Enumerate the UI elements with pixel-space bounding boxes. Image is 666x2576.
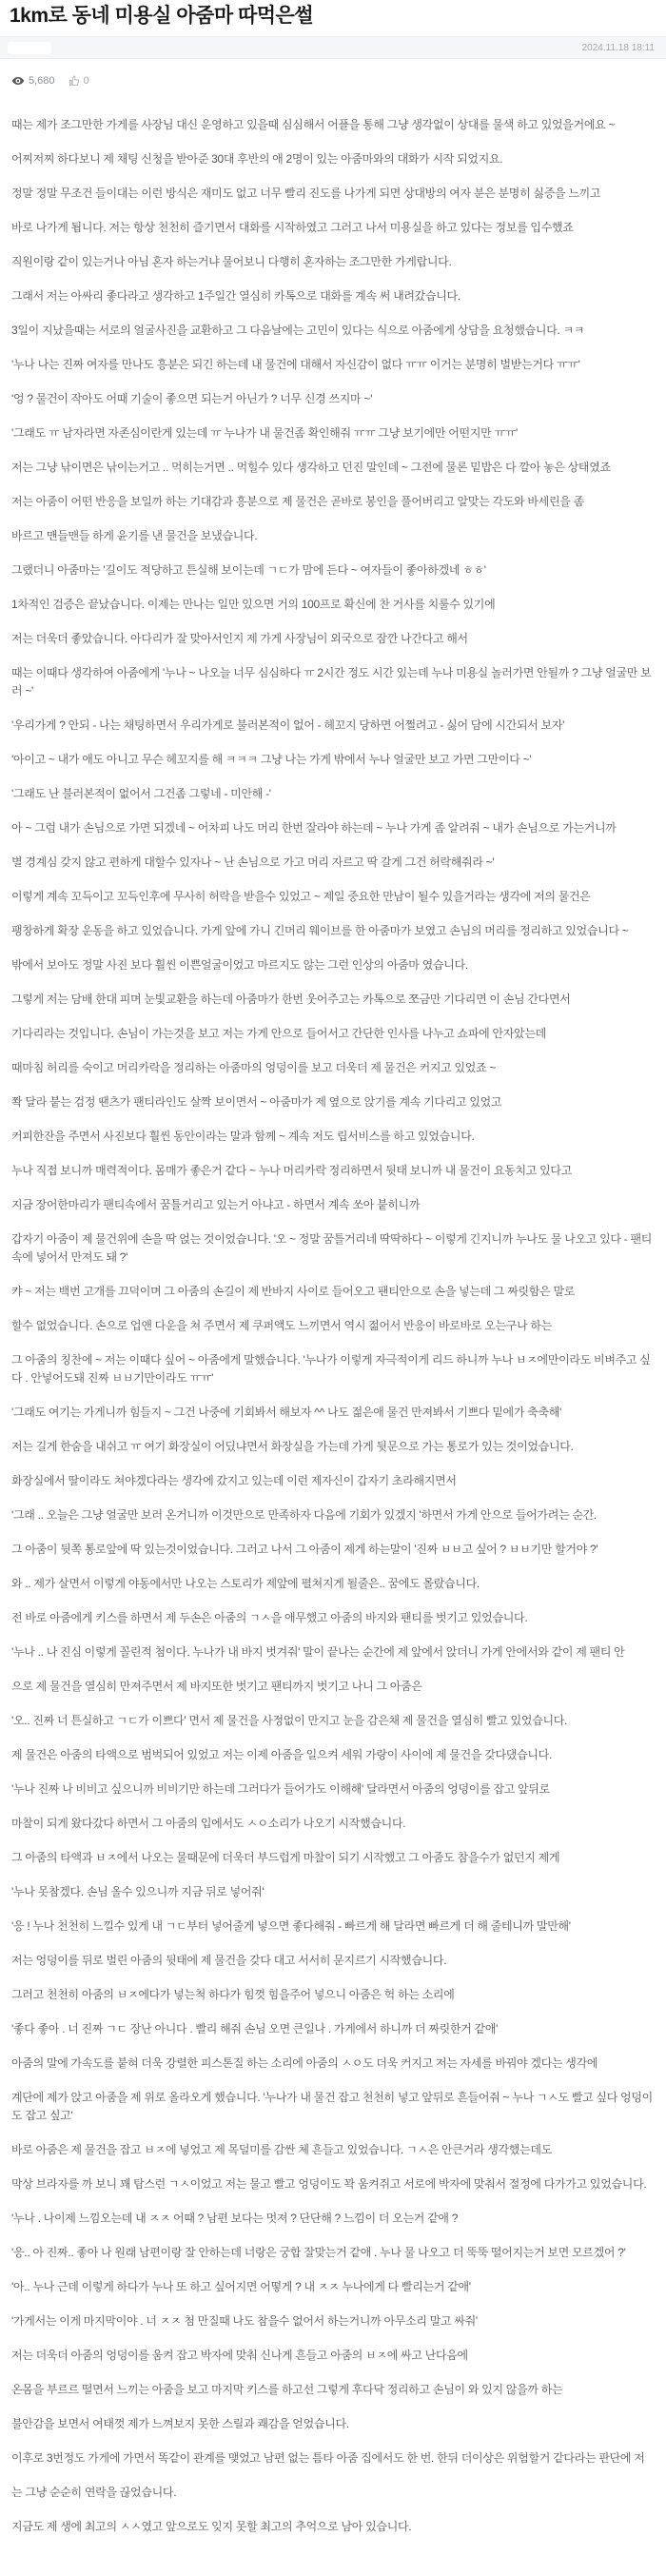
post-paragraph: '엉 ? 물건이 작아도 어때 기술이 좋으면 되는거 아닌가 ? 너무 신경 쓰지마 ~'	[11, 392, 373, 405]
post-paragraph: 캬 ~ 저는 백번 고개를 끄덕이며 그 아줌의 손길이 제 반바지 사이로 들어오고 팬티안으로 손을 넣는데 그 짜릿함은 말로	[11, 1285, 576, 1298]
post-paragraph: 별 경계심 갖지 않고 편하게 대할수 있자나 ~ 난 손님으로 가고 머리 자르고 딱 갈게 그건 허락해줘라 ~'	[11, 855, 495, 869]
post-paragraph: 온몸을 부르르 떨면서 느끼는 아줌을 보고 마지막 키스를 하고선 그렇게 후다닥 정리하고 손님이 와 있지 않을까 하는	[11, 2383, 563, 2396]
post-paragraph: '아.. 누나 근데 이렇게 하다가 누나 또 하고 싶어지면 어떻게 ? 내 ㅈㅈ 누나에게 다 빨리는거 같애'	[11, 2280, 471, 2293]
post-paragraph: 그러고 천천히 아줌의 ㅂㅈ에다가 넣는척 하다가 힘껏 힘을주어 넣으니 아줌은 헉 하는 소리에	[11, 1988, 455, 2001]
post-paragraph: '좋다 좋아 . 너 진짜 ㄱㄷ 장난 아니다 . 빨리 해줘 손님 오면 큰일나 . 가게에서 하니까 더 짜릿한거 같애'	[11, 2022, 499, 2035]
post-paragraph: 저는 그냥 낚이면은 낚이는거고 .. 먹히는거면 .. 먹힐수 있다 생각하고 던진 말인데 ~ 그전에 물론 밑밥은 다 깔아 놓은 상태였죠	[11, 461, 611, 474]
post-paragraph: 기다리라는 것입니다. 손님이 가는것을 보고 저는 가게 안으로 들어서고 간단한 인사를 나누고 쇼파에 안자았는데	[11, 1027, 546, 1040]
post-paragraph: 아 ~ 그럼 내가 손님으로 가면 되겠네 ~ 어차피 나도 머리 한번 잘라야 하는데 ~ 누나 가게 좀 알려줘 ~ 내가 손님으로 가는거니까	[11, 821, 617, 835]
post-title-area	[0, 0, 666, 36]
post-paragraph: 직원이랑 같이 있는거나 아님 혼자 하는거냐 물어보니 다행히 혼자하는 조그만한 가게랍니다.	[11, 255, 452, 268]
post-paragraph: 그래서 저는 아싸리 좋다라고 생각하고 1주일간 열심히 카톡으로 대화를 계속 써 내려갔습니다.	[11, 289, 460, 303]
post-paragraph: 저는 아줌이 어떤 반응을 보일까 하는 기대감과 흥분으로 제 물건은 곧바로 봉인을 풀어버리고 알맞는 각도와 바세린을 좀	[11, 495, 584, 508]
post-paragraph: '그래도 ㅠ 남자라면 자존심이란게 있는데 ㅠ 누나가 내 물건좀 확인해줘 ㅠㅠ 그냥 보기에만 어떤지만 ㅠㅠ'	[11, 426, 519, 440]
post-paragraph: 막상 브라자를 까 보니 꽤 탐스런 ㄱㅅ이었고 저는 물고 빨고 엉덩이도 꽉 움켜쥐고 서로에 박자에 맞춰서 절정에 다가가고 있었습니다.	[11, 2177, 647, 2191]
post-paragraph: '그래도 난 불러본적이 없어서 그건좀 그렇네 - 미안해 -'	[11, 787, 271, 800]
post-paragraph: 저는 더욱더 아줌의 엉덩이를 움켜 잡고 박자에 맞춰 신나게 흔들고 아줌의 ㅂㅈ에 싸고 난다음에	[11, 2349, 468, 2362]
post-paragraph: 전 바로 아줌에게 키스를 하면서 제 두손은 아줌의 ㄱㅅ을 애무했고 아줌의 바지와 팬티를 벗기고 있었습니다.	[11, 1611, 528, 1624]
post-paragraph: 마찰이 되게 왔다갔다 하면서 그 아줌의 입에서도 ㅅㅇ소리가 나오기 시작했습니다.	[11, 1817, 406, 1830]
post-paragraph: 이렇게 계속 꼬득이고 꼬득인후에 무사히 허락을 받을수 있었고 ~ 제일 중요한 만남이 될수 있을거라는 생각에 저의 물건은	[11, 890, 591, 903]
post-paragraph: 그랬더니 아줌마는 '길이도 적당하고 튼실해 보이는데 ㄱㄷ가 맘에 든다 ~ 여자들이 좋아하겠네 ㅎㅎ'	[11, 563, 486, 577]
post-paragraph: 누나 직접 보니까 매력적이다. 몸매가 좋은거 같다 ~ 누나 머리카락 정리하면서 뒷태 보니까 내 물건이 요동치고 있다고	[11, 1164, 573, 1177]
post-paragraph: 그 아줌의 타액과 ㅂㅈ에서 나오는 물때문에 더욱더 부드럽게 마찰이 되기 시작했고 그 아줌도 참을수가 없던지 제게	[11, 1851, 560, 1864]
post-paragraph: '그래도 여기는 가게니까 힘들지 ~ 그건 나중에 기회봐서 해보자 ^^ 나도 젊은애 물건 만져봐서 기쁘다 밑에가 축축해'	[11, 1406, 562, 1419]
post-paragraph: 저는 엉덩이를 뒤로 벌린 아줌의 뒷태에 제 물건을 갖다 대고 서서히 문지르기 시작했습니다.	[11, 1954, 447, 1967]
likes-count: 0	[83, 75, 89, 87]
post-paragraph: 와 .. 제가 살면서 이렇게 야동에서만 나오는 스토리가 제앞에 펼쳐지게 될줄은.. 꿈에도 몰랐습니다.	[11, 1577, 480, 1590]
eye-icon	[11, 74, 25, 88]
post-meta-bar	[0, 36, 666, 59]
post-paragraph: '그래 .. 오늘은 그냥 얼굴만 보러 온거니까 이것만으로 만족하자 다음에 기회가 있겠지 '하면서 가게 안으로 들어가려는 순간.	[11, 1508, 597, 1522]
post-paragraph: 때는 제가 조그만한 가게를 사장님 대신 운영하고 있을때 심심해서 어플을 통해 그냥 생각없이 상대를 물색 하고 있었을거에요 ~	[11, 118, 616, 131]
post-paragraph: 이후로 3번정도 가게에 가면서 똑같이 관계를 맺었고 남편 없는 틈타 아줌 집에서도 한 번. 한뒤 더이상은 위험할거 같다라는 판단에 저	[11, 2451, 645, 2465]
post-paragraph: '응 ! 누나 천천히 느낄수 있게 내 ㄱㄷ부터 넣어줄게 넣으면 좋다해줘 - 빠르게 해 달라면 빠르게 더 해 줄테니까 말만해'	[11, 1919, 571, 1933]
post-paragraph: 할수 없었습니다. 손으로 업앤 다운을 쳐 주면서 제 쿠퍼액도 느끼면서 역시 젊어서 반응이 바로바로 오는구나 하는	[11, 1319, 552, 1332]
post-paragraph: '오.. 진짜 너 튼실하고 ㄱㄷ가 이쁘다' 면서 제 물건을 사정없이 만지고 눈을 감은채 제 물건을 열심히 빨고 있었습니다.	[11, 1714, 568, 1727]
post-paragraph: 밖에서 보아도 정말 사진 보다 훨씬 이쁜얼굴이었고 마르지도 않는 그런 인상의 아줌마 였습니다.	[11, 958, 468, 972]
thumbs-up-icon[interactable]	[69, 75, 80, 87]
post-paragraph: 불안감을 보면서 여태껏 제가 느껴보지 못한 스릴과 쾌감을 얻었습니다.	[11, 2417, 349, 2430]
post-paragraph: 때는 이때다 생각하여 아줌에게 '누나 ~ 나오늘 너무 심심하다 ㅠ 2시간 정도 시간 있는데 누나 미용실 놀러가면 안될까 ? 그냥 얼굴만 보러 ~'	[11, 666, 652, 698]
post-paragraph: 쫙 달라 붙는 검정 땐츠가 팬티라인도 살짝 보이면서 ~ 아줌마가 제 옆으로 앉기를 계속 기다리고 있었고	[11, 1095, 502, 1109]
post-paragraph: 그 아줌의 칭찬에 ~ 저는 이때다 싶어 ~ 아줌에게 말했습니다. '누나가 이렇게 자극적이게 리드 하니까 누나 ㅂㅈ에만이라도 비벼주고 싶다 . 안넣어도돼 진짜 ㅂㅂ기만이라도 ㅠㅠ'	[11, 1353, 651, 1385]
post-paragraph: 바로 아줌은 제 물건을 잡고 ㅂㅈ에 넣었고 제 목덜미를 감싼 체 흔들고 있었습니다. ㄱㅅ은 안큰거라 생각했는데도	[11, 2143, 552, 2156]
post-paragraph: 저는 길게 한숨을 내쉬고 ㅠ 여기 화장실이 어딨냐면서 화장실을 가는데 가게 뒷문으로 가는 통로가 있는 것이었습니다.	[11, 1440, 574, 1453]
post-paragraph: 지금 장어한마리가 팬티속에서 꿈틀거리고 있는거 아냐고 - 하면서 계속 쏘아 붙히니까	[11, 1198, 421, 1211]
post-paragraph: 바로 나가게 됩니다. 저는 항상 천천히 즐기면서 대화를 시작하였고 그러고 나서 미용실을 하고 있다는 정보를 입수했죠	[11, 221, 574, 234]
likes-stat[interactable]	[69, 75, 89, 87]
post-paragraph: 화장실에서 딸이라도 쳐야겠다라는 생각에 갔지고 있는데 이런 제자신이 갑자기 초라해지면서	[11, 1474, 457, 1487]
post-paragraph: '누나 진짜 나 비비고 싶으니까 비비기만 하는데 그러다가 들어가도 이해해' 달라면서 아줌의 엉덩이를 잡고 앞뒤로	[11, 1782, 550, 1796]
post-paragraph: 3일이 지났을때는 서로의 얼굴사진을 교환하고 그 다음날에는 고민이 있다는 식으로 아줌에게 상담을 요청했습니다. ㅋㅋ	[11, 324, 585, 337]
post-date: 2024.11.18 18:11	[581, 42, 655, 53]
post-paragraph: '누나 .. 나 진심 이렇게 꼴린적 첨이다. 누나가 내 바지 벗겨줘' 말이 끝나는 순간에 제 앞에서 앉더니 가게 안에서와 같이 제 팬티 안	[11, 1645, 625, 1659]
post-stats-row	[0, 59, 666, 88]
post-paragraph: 바르고 맨들맨들 하게 윤기를 낸 물건을 보냈습니다.	[11, 529, 258, 542]
post-paragraph: '누나 못참겠다. 손님 올수 있으니까 지금 뒤로 넣어줘'	[11, 1885, 264, 1898]
post-paragraph: '누나 나는 진짜 여자를 만나도 흥분은 되긴 하는데 내 물건에 대해서 자신감이 없다 ㅠㅠ 이거는 분명히 벌받는거다 ㅠㅠ'	[11, 358, 580, 371]
post-content	[0, 88, 666, 2575]
post-title: 1km로 동네 미용실 아줌마 따먹은썰	[10, 5, 314, 27]
post-paragraph: 커피한잔을 주면서 사진보다 훨씬 동안이라는 말과 함께 ~ 계속 저도 립서비스를 하고 있었습니다.	[11, 1130, 475, 1143]
views-count: 5,680	[29, 75, 55, 87]
post-paragraph: '누나 . 나이제 느낌오는데 내 ㅈㅈ 어때 ? 남편 보다는 멋져 ? 단단해 ? 느낌이 더 오는거 같애 ?	[11, 2212, 459, 2225]
post-paragraph: '응.. 아 진짜.. 좋아 나 원래 남편이랑 잘 안하는데 너랑은 궁합 잘맞는거 같애 . 누나 물 나오고 더 뚝뚝 떨어지는거 보면 모르겠어 ?'	[11, 2246, 626, 2259]
post-paragraph: 정말 정말 무조건 들이대는 이런 방식은 재미도 없고 너무 빨리 진도를 나가게 되면 상대방의 여자 분은 분명히 싫증을 느끼고	[11, 187, 601, 200]
post-paragraph: 갑자기 아줌이 제 물건위에 손을 딱 얹는 것이었습니다. '오 ~ 정말 꿈틀거리네 딱딱하다 ~ 이렇게 긴지니까 누나도 물 나오고 있다 - 팬티속에 넣어서 만져도 돼 ?'	[11, 1232, 653, 1264]
views-stat	[11, 74, 55, 88]
post-paragraph: '가게서는 이게 마지막이야 . 너 ㅈㅈ 첨 만질때 나도 참을수 없어서 하는거니까 아무소리 말고 싸줘'	[11, 2314, 478, 2328]
post-paragraph: '우리가게 ? 안되 - 나는 채팅하면서 우리가게로 불러본적이 없어 - 헤꼬지 당하면 어쩔려고 - 싫어 담에 시간되서 보자'	[11, 718, 565, 732]
post-paragraph: 그 아줌이 뒷쪽 통로앞에 딱 있는것이었습니다. 그러고 나서 그 아줌이 제게 하는말이 '진짜 ㅂㅂ고 싶어 ? ㅂㅂ기만 할거야 ?'	[11, 1543, 598, 1556]
post-paragraph: 저는 더욱더 좋았습니다. 아다리가 잘 맞아서인지 제 가게 사장님이 외국으로 잠깐 나간다고 해서	[11, 632, 468, 645]
post-paragraph: 지금도 제 생에 최고의 ㅅㅅ였고 앞으로도 잊지 못할 최고의 추억으로 남아 있습니다.	[11, 2520, 412, 2533]
post-paragraph: 계단에 제가 앉고 아줌을 제 위로 올라오게 했습니다. '누나가 내 물건 잡고 천천히 넣고 앞뒤로 흔들어줘 ~ 누나 ㄱㅅ도 빨고 싶다 엉덩이도 잡고 싶고'	[11, 2091, 653, 2122]
post-paragraph: 으로 제 물건을 열심히 만져주면서 제 바지또한 벗기고 팬티까지 벗기고 나니 그 아줌은	[11, 1680, 422, 1693]
post-paragraph: 때마침 허리를 숙이고 머리카락을 정리하는 아줌마의 엉덩이를 보고 더욱더 제 물건은 커지고 있었죠 ~	[11, 1061, 497, 1074]
post-paragraph: 팽창하게 확장 운동을 하고 있었습니다. 가게 앞에 가니 긴머리 웨이브를 한 아줌마가 보였고 손님의 머리를 정리하고 있었습니다 ~	[11, 924, 629, 937]
post-paragraph: 아줌의 말에 가속도를 붙혀 더욱 강렬한 피스톤질 하는 소리에 아줌의 ㅅㅇ도 더욱 커지고 저는 자세를 바꿔야 겠다는 생각에	[11, 2056, 598, 2070]
author-name-redacted[interactable]	[8, 42, 51, 54]
post-paragraph: '아이고 ~ 내가 애도 아니고 무슨 헤꼬지를 해 ㅋㅋㅋ 그냥 나는 가게 밖에서 누나 얼굴만 보고 가면 그만이다 ~'	[11, 753, 532, 766]
post-paragraph: 그렇게 저는 담배 한대 피며 눈빛교환을 하는데 아줌마가 한번 웃어주고는 카톡으로 쪼금만 기다리면 이 손님 간다면서	[11, 993, 571, 1006]
post-paragraph: 제 물건은 아줌의 타액으로 범벅되어 있었고 저는 이제 아줌을 일으켜 세워 가랑이 사이에 제 물건을 갖다댔습니다.	[11, 1748, 552, 1761]
post-paragraph: 어찌저찌 하다보니 제 채팅 신청을 받아준 30대 후반의 애 2명이 있는 아줌마와의 대화가 시작 되었지요.	[11, 152, 503, 166]
post-paragraph: 1차적인 검증은 끝났습니다. 이제는 만나는 일만 있으면 거의 100프로 확신에 찬 거사를 치룰수 있기에	[11, 598, 496, 611]
post-paragraph: 는 그냥 순순히 연락을 끊었습니다.	[11, 2486, 177, 2499]
